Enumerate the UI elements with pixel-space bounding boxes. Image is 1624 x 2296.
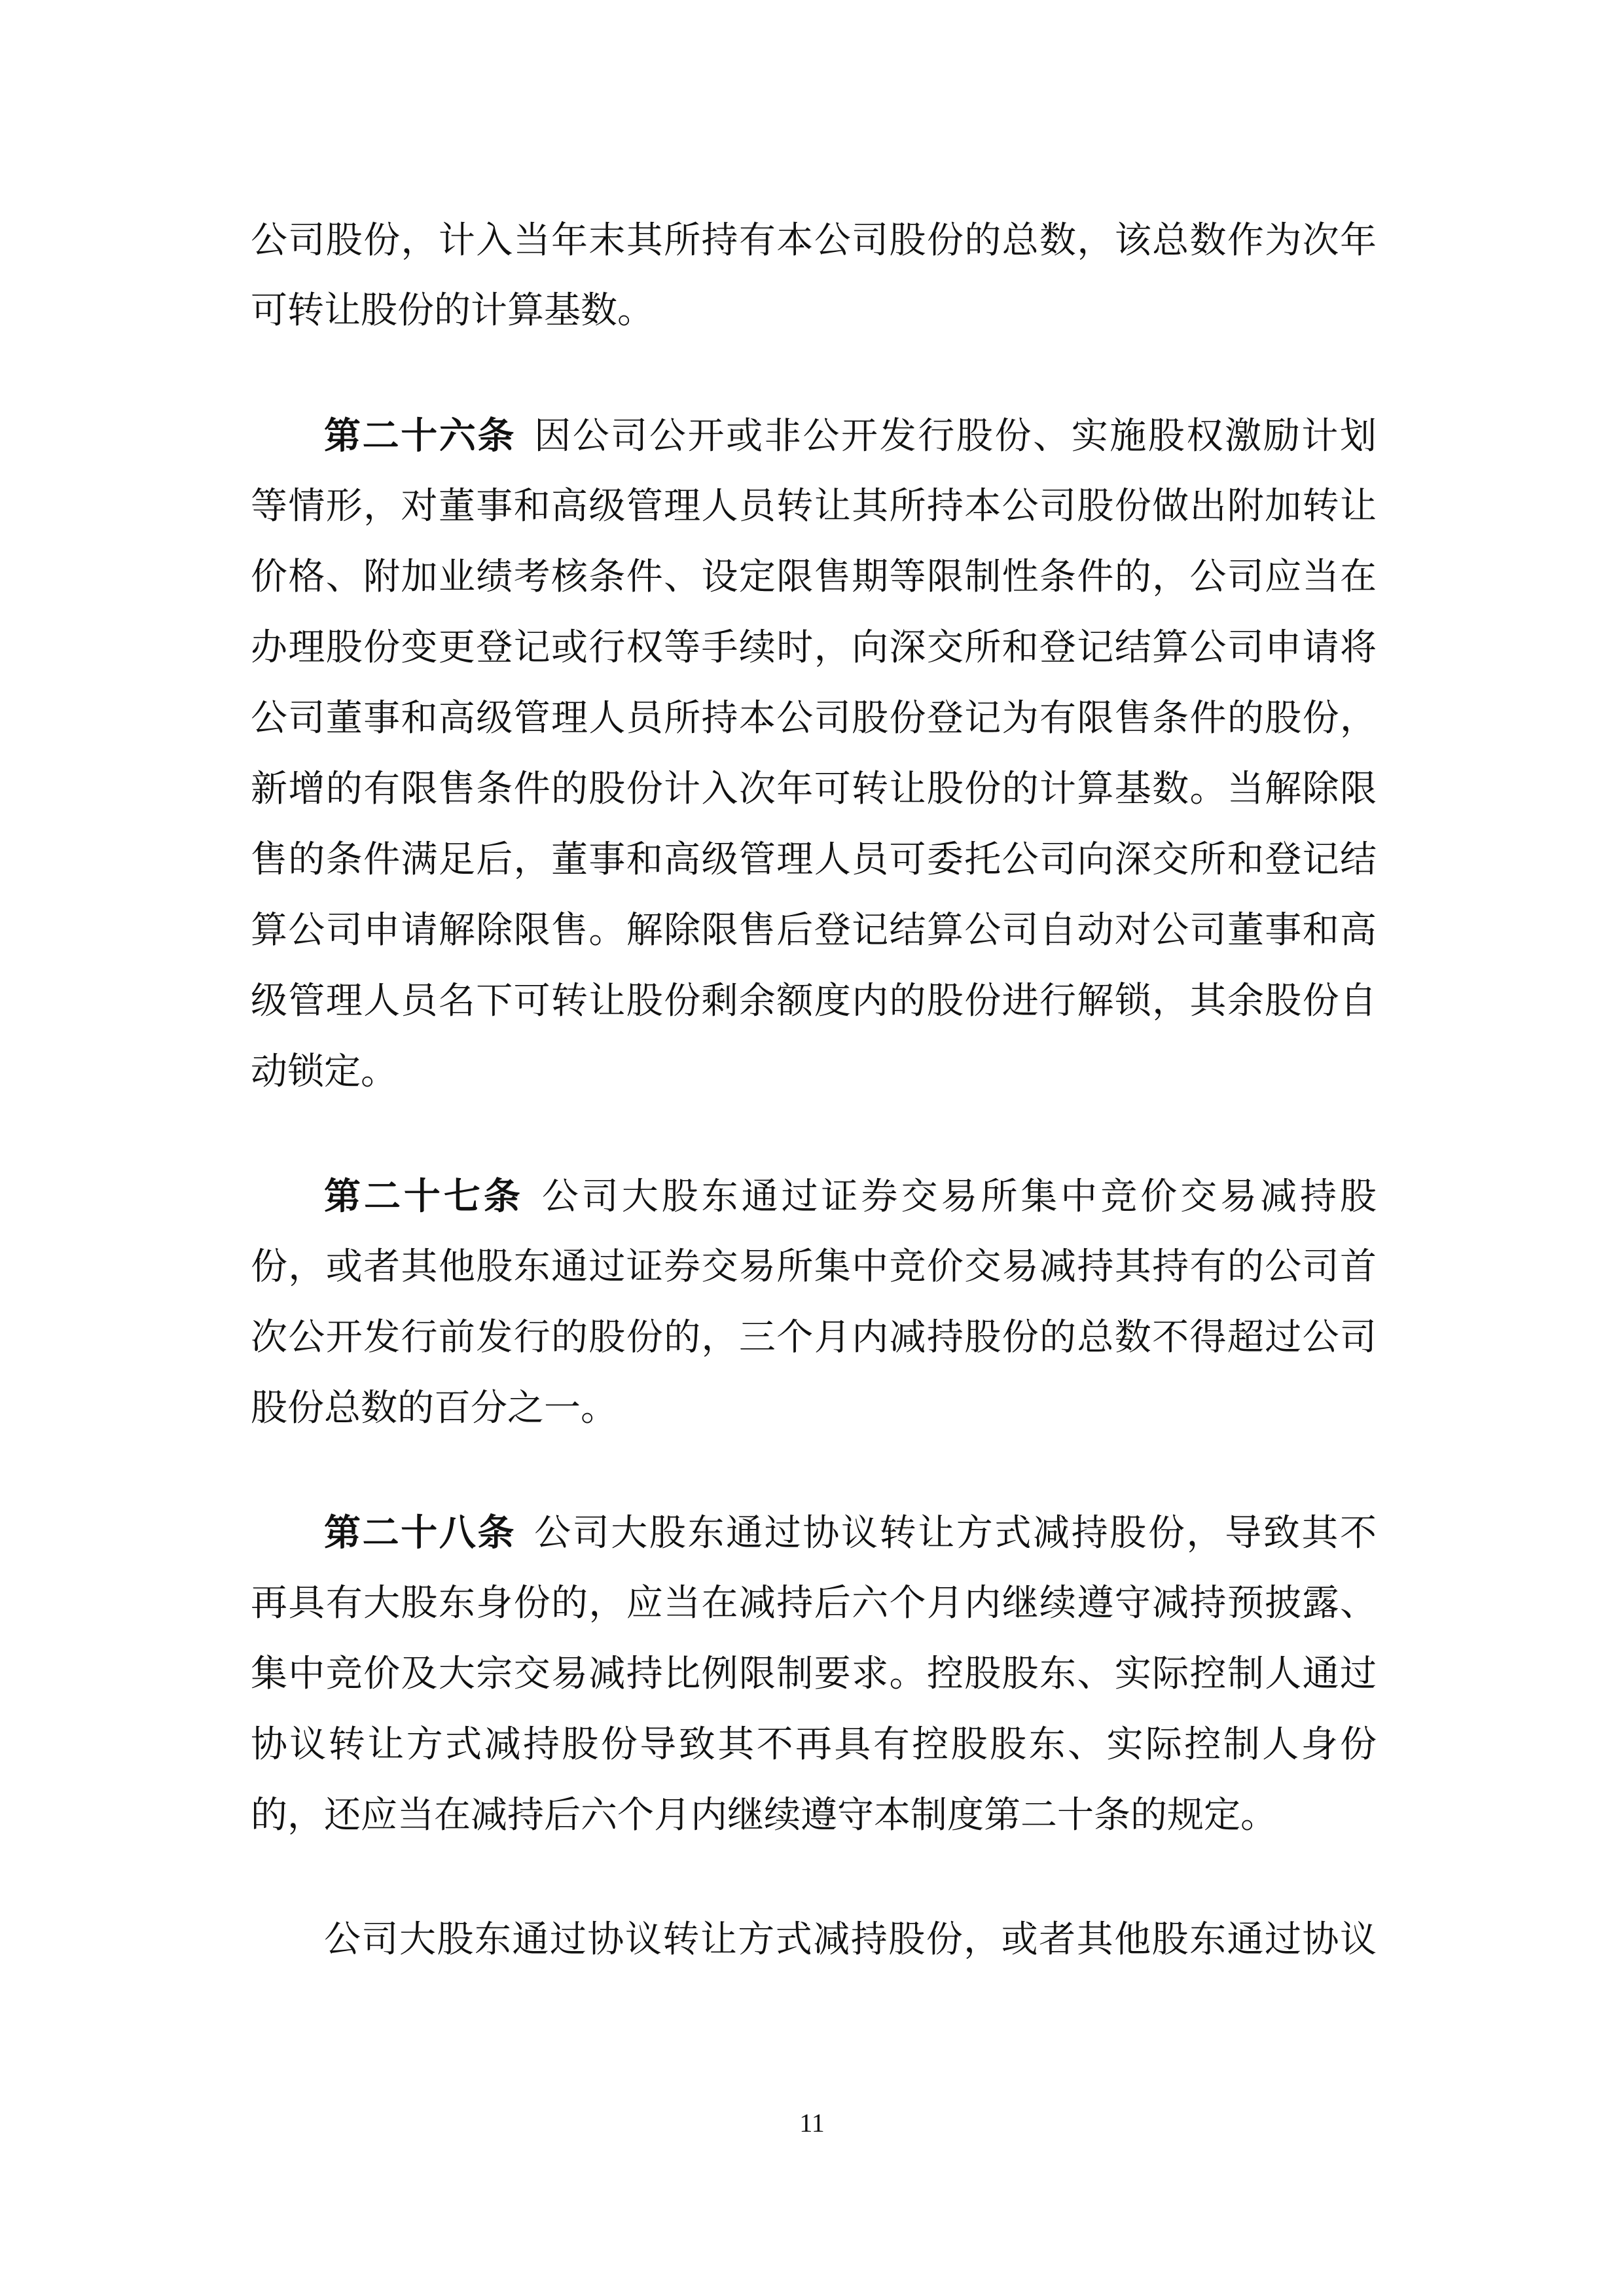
body-text-line: 份，或者其他股东通过证券交易所集中竞价交易减持其持有的公司首: [251, 1246, 1377, 1288]
page-number: 11: [799, 2108, 825, 2138]
body-text-line: 再具有大股东身份的，应当在减持后六个月内继续遵守减持预披露、: [251, 1582, 1377, 1624]
body-text-line: 协议转让方式减持股份导致其不再具有控股股东、实际控制人身份: [251, 1723, 1377, 1766]
article-27-first-line: [324, 1170, 1377, 1223]
body-text-line: 可转让股份的计算基数。: [251, 289, 654, 332]
body-text-line: 价格、附加业绩考核条件、设定限售期等限制性条件的，公司应当在: [251, 556, 1377, 598]
body-text-line: 公司大股东通过协议转让方式减持股份，或者其他股东通过协议: [324, 1918, 1377, 1961]
body-text-line: 算公司申请解除限售。解除限售后登记结算公司自动对公司董事和高: [251, 909, 1377, 952]
body-text-line: 新增的有限售条件的股份计入次年可转让股份的计算基数。当解除限: [251, 768, 1377, 810]
article-26-first-line: [324, 410, 1377, 462]
article-26-text: 因公司公开或非公开发行股份、实施股权激励计划: [534, 415, 1377, 457]
article-28-title: 第二十八条: [324, 1511, 516, 1554]
body-text-line: 售的条件满足后，董事和高级管理人员可委托公司向深交所和登记结: [251, 838, 1377, 881]
body-text-line: 等情形，对董事和高级管理人员转让其所持本公司股份做出附加转让: [251, 485, 1377, 528]
article-28-first-line: [324, 1507, 1377, 1559]
body-text-line: 级管理人员名下可转让股份剩余额度内的股份进行解锁，其余股份自: [251, 980, 1377, 1022]
article-26-title: 第二十六条: [324, 414, 516, 457]
body-text-line: 股份总数的百分之一。: [251, 1387, 617, 1429]
body-text-line: 动锁定。: [251, 1050, 397, 1093]
body-text-line: 集中竞价及大宗交易减持比例限制要求。控股股东、实际控制人通过: [251, 1653, 1377, 1695]
body-text-line: 的，还应当在减持后六个月内继续遵守本制度第二十条的规定。: [251, 1794, 1277, 1837]
body-text-line: 公司股份，计入当年末其所持有本公司股份的总数，该总数作为次年: [251, 219, 1377, 262]
article-27-text: 公司大股东通过证券交易所集中竞价交易减持股: [541, 1175, 1377, 1218]
article-28-text: 公司大股东通过协议转让方式减持股份，导致其不: [534, 1512, 1377, 1554]
body-text-line: 办理股份变更登记或行权等手续时，向深交所和登记结算公司申请将: [251, 626, 1377, 669]
body-text-line: 次公开发行前发行的股份的，三个月内减持股份的总数不得超过公司: [251, 1316, 1377, 1359]
article-27-title: 第二十七条: [324, 1175, 524, 1218]
body-text-line: 公司董事和高级管理人员所持本公司股份登记为有限售条件的股份，: [251, 697, 1377, 740]
